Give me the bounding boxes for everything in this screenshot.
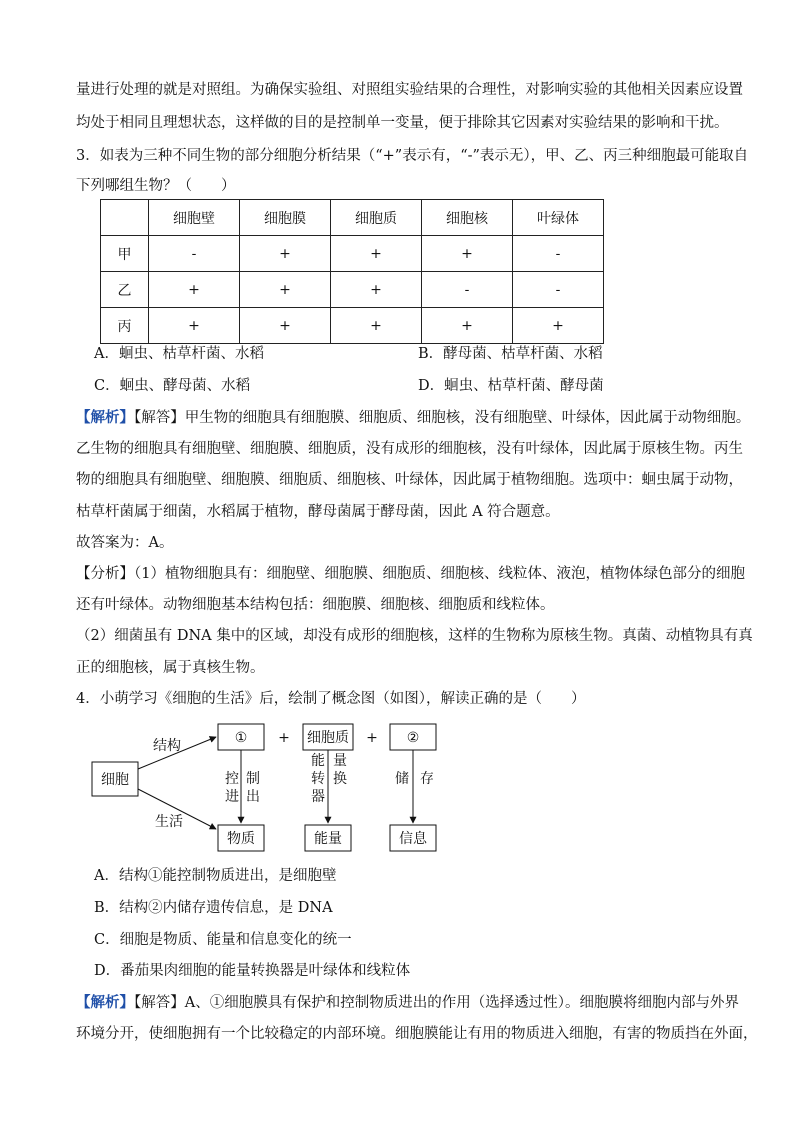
structure-2-label: ② bbox=[406, 730, 420, 746]
analysis-text: A、①细胞膜具有保护和控制物质进出的作用（选择透过性）。细胞膜将细胞内部与外界 bbox=[184, 995, 739, 1011]
control-label-char: 控 bbox=[225, 771, 239, 787]
table-cell: + bbox=[149, 308, 240, 344]
energy-label-char: 能 bbox=[311, 753, 325, 769]
q3-option-c: C．蛔虫、酵母菌、水稻 bbox=[94, 378, 251, 394]
q3-analysis-line: 乙生物的细胞具有细胞壁、细胞膜、细胞质，没有成形的细胞核，没有叶绿体，因此属于原核生物。丙生 bbox=[76, 441, 743, 457]
table-row bbox=[101, 308, 604, 344]
table-cell: 甲 bbox=[101, 236, 149, 272]
cell-label: 细胞 bbox=[101, 772, 129, 788]
energy-label-char: 转 bbox=[311, 771, 325, 787]
concept-diagram bbox=[80, 715, 460, 860]
table-cell: + bbox=[240, 272, 331, 308]
table-row bbox=[101, 236, 604, 272]
q3-fenxi-line: 正的细胞核，属于真核生物。 bbox=[76, 660, 265, 676]
question-3-stem: 3．如表为三种不同生物的部分细胞分析结果（“+”表示有，“-”表示无），甲、乙、丙三种细胞最可能取自 bbox=[76, 148, 749, 164]
table-cell: + bbox=[422, 308, 513, 344]
table-cell: - bbox=[149, 236, 240, 272]
table-cell: + bbox=[331, 236, 422, 272]
table-header-cell bbox=[101, 200, 149, 236]
structure-label: 结构 bbox=[153, 738, 181, 754]
info-label: 信息 bbox=[399, 831, 427, 847]
table-cell: - bbox=[513, 236, 604, 272]
energy-label-char: 量 bbox=[333, 753, 347, 769]
answer-tag: 【解答】 bbox=[134, 995, 185, 1011]
table-cell: + bbox=[149, 272, 240, 308]
life-label: 生活 bbox=[155, 814, 183, 830]
control-label-char: 出 bbox=[246, 789, 260, 805]
energy-label-char: 换 bbox=[333, 771, 347, 787]
control-label-char: 制 bbox=[246, 771, 260, 787]
q4-analysis-line: 环境分开，使细胞拥有一个比较稳定的内部环境。细胞膜能让有用的物质进入细胞，有害的物质挡在外面， bbox=[76, 1026, 758, 1042]
q4-option-b: B．结构②内储存遗传信息，是 DNA bbox=[94, 900, 333, 916]
table-cell: + bbox=[331, 272, 422, 308]
table-row bbox=[101, 272, 604, 308]
energy-label: 能量 bbox=[314, 831, 342, 847]
question-4-stem: 4．小萌学习《细胞的生活》后，绘制了概念图（如图），解读正确的是（ ） bbox=[76, 691, 586, 707]
q4-option-d: D．番茄果肉细胞的能量转换器是叶绿体和线粒体 bbox=[94, 963, 411, 979]
plus-sign: + bbox=[366, 730, 378, 746]
q3-analysis-line: 物的细胞具有细胞壁、细胞膜、细胞质、细胞核、叶绿体，因此属于植物细胞。选项中：蛔虫属于动物， bbox=[76, 472, 743, 488]
energy-label-char: 器 bbox=[311, 789, 325, 805]
q3-analysis-line: 枯草杆菌属于细菌，水稻属于植物，酵母菌属于酵母菌，因此 A 符合题意。 bbox=[76, 504, 560, 520]
store-label-char: 存 bbox=[420, 771, 434, 787]
table-header-cell: 叶绿体 bbox=[513, 200, 604, 236]
plus-sign: + bbox=[278, 730, 290, 746]
table-cell: 乙 bbox=[101, 272, 149, 308]
table-cell: - bbox=[513, 272, 604, 308]
q3-option-a: A．蛔虫、枯草杆菌、水稻 bbox=[94, 346, 264, 362]
cytoplasm-label: 细胞质 bbox=[307, 730, 349, 746]
analysis-tag: 【解析】 bbox=[76, 994, 134, 1011]
answer-tag: 【解答】 bbox=[134, 410, 185, 426]
table-header-cell: 细胞壁 bbox=[149, 200, 240, 236]
q4-option-a: A．结构①能控制物质进出，是细胞壁 bbox=[94, 868, 337, 884]
table-cell: + bbox=[331, 308, 422, 344]
table-header-row bbox=[101, 200, 604, 236]
q3-answer: 故答案为：A。 bbox=[76, 535, 174, 551]
matter-label: 物质 bbox=[227, 831, 255, 847]
table-cell: + bbox=[240, 308, 331, 344]
store-label-char: 储 bbox=[395, 771, 409, 787]
fenxi-tag: 【分析】 bbox=[76, 566, 134, 582]
cell-analysis-table bbox=[100, 199, 604, 344]
analysis-tag: 【解析】 bbox=[76, 409, 134, 426]
table-cell: 丙 bbox=[101, 308, 149, 344]
table-header-cell: 细胞膜 bbox=[240, 200, 331, 236]
table-header-cell: 细胞核 bbox=[422, 200, 513, 236]
fenxi-text: （1）植物细胞具有：细胞壁、细胞膜、细胞质、细胞核、线粒体、液泡，植物体绿色部分的细胞 bbox=[134, 566, 745, 582]
table-header-cell: 细胞质 bbox=[331, 200, 422, 236]
table-cell: + bbox=[240, 236, 331, 272]
q3-fenxi-line bbox=[76, 564, 756, 584]
q3-analysis-line bbox=[76, 408, 756, 428]
q4-option-c: C．细胞是物质、能量和信息变化的统一 bbox=[94, 932, 352, 948]
paragraph-line: 量进行处理的就是对照组。为确保实验组、对照组实验结果的合理性，对影响实验的其他相关因素应设置 bbox=[76, 82, 743, 98]
q3-fenxi-line: （2）细菌虽有 DNA 集中的区域，却没有成形的细胞核，这样的生物称为原核生物。真菌、动植物具有真 bbox=[76, 628, 753, 644]
question-3-stem-cont: 下列哪组生物？（ ） bbox=[76, 178, 236, 194]
q4-analysis-line bbox=[76, 993, 756, 1013]
table-cell: + bbox=[422, 236, 513, 272]
q3-option-b: B．酵母菌、枯草杆菌、水稻 bbox=[418, 346, 603, 362]
q3-option-d: D．蛔虫、枯草杆菌、酵母菌 bbox=[418, 378, 604, 394]
table-cell: + bbox=[513, 308, 604, 344]
analysis-text: 甲生物的细胞具有细胞膜、细胞质、细胞核，没有细胞壁、叶绿体，因此属于动物细胞。 bbox=[184, 410, 751, 426]
control-label-char: 进 bbox=[225, 789, 239, 805]
q3-fenxi-line: 还有叶绿体。动物细胞基本结构包括：细胞膜、细胞核、细胞质和线粒体。 bbox=[76, 597, 555, 613]
paragraph-line: 均处于相同且理想状态，这样做的目的是控制单一变量，便于排除其它因素对实验结果的影响和干扰。 bbox=[76, 115, 729, 131]
table-cell: - bbox=[422, 272, 513, 308]
structure-1-label: ① bbox=[234, 730, 248, 746]
